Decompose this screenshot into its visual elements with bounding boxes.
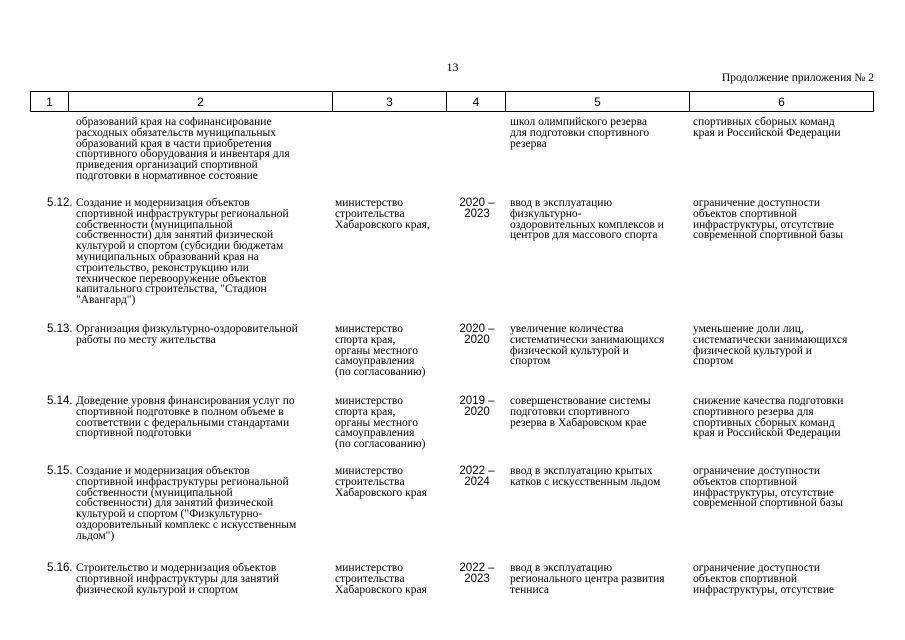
row-description-line: строительство, реконструкцию или (76, 261, 249, 274)
continued-consequence-line: спортивных сборных команд (693, 116, 835, 128)
row-executor-line: строительства (335, 572, 405, 585)
row-consequence-line: спортом (693, 355, 734, 368)
continued-description-line: подготовки в нормативное состояние (76, 169, 258, 182)
row-period (456, 396, 498, 418)
continued-description-line: расходных обязательств муниципальных (76, 126, 277, 139)
row-result-line: физкультурно- (510, 207, 582, 220)
row-executor-line: органы местного (335, 416, 418, 429)
row-period (456, 563, 498, 585)
row-period-line: 2022 – (459, 465, 495, 477)
row-result-line: физической культурой и (510, 344, 629, 357)
row-number: 5.16. (47, 562, 73, 574)
column-header-5: 5 (506, 92, 690, 112)
row-description (76, 396, 295, 439)
row-description-line: Создание и модернизация объектов (76, 465, 250, 477)
row-executor-line: самоуправления (335, 355, 415, 368)
row-consequence-line: инфраструктуры, отсутствие (693, 218, 834, 231)
row-number: 5.13. (47, 323, 73, 335)
column-header-6: 6 (690, 92, 874, 112)
row-description (76, 563, 279, 595)
row-description-line: оздоровительный комплекс с искусственным (76, 518, 297, 531)
row-description-line: Доведение уровня финансирования услуг по (76, 395, 295, 407)
row-executor-line: спорта края, (335, 333, 396, 346)
row-executor (335, 198, 430, 230)
row-consequence-line: инфраструктуры, отсутствие (693, 486, 834, 499)
row-period-line: 2022 – (459, 562, 495, 574)
row-period-line: 2023 (464, 572, 490, 585)
row-executor-line: самоуправления (335, 427, 415, 440)
row-executor-line: министерство (335, 323, 403, 335)
column-header-4: 4 (447, 92, 506, 112)
row-executor (335, 324, 425, 378)
row-result-line: оздоровительных комплексов и (510, 218, 664, 231)
row-consequence-line: объектов спортивной (693, 475, 798, 488)
row-number: 5.15. (47, 465, 73, 477)
row-consequence-line: объектов спортивной (693, 572, 798, 585)
row-description-line: Организация физкультурно-оздоровительной (76, 323, 298, 335)
row-executor-line: строительства (335, 207, 405, 220)
row-consequence (693, 198, 843, 241)
column-header-1: 1 (31, 92, 69, 112)
continued-result-line: школ олимпийского резерва (510, 116, 647, 128)
row-executor-line: министерство (335, 197, 403, 209)
row-consequence-line: спортивного резерва для (693, 405, 814, 418)
appendix-continuation-note: Продолжение приложения № 2 (721, 72, 874, 84)
column-header-3: 3 (333, 92, 447, 112)
row-result (510, 198, 664, 241)
row-description-line: спортивной подготовки (76, 427, 192, 440)
row-consequence-line: ограничение доступности (693, 465, 821, 477)
row-result-line: резерва в Хабаровском крае (510, 416, 647, 429)
row-consequence (693, 466, 843, 509)
row-description-line: физической культурой и спортом (76, 583, 239, 596)
row-consequence-line: физической культурой и (693, 344, 812, 357)
row-description-line: собственности) для занятий физической (76, 497, 274, 510)
row-consequence-line: спортивных сборных команд (693, 416, 835, 429)
row-executor-line: министерство (335, 562, 403, 574)
row-description-line: культурой и спортом ("Физкультурно- (76, 508, 263, 521)
row-description-line: спортивной инфраструктуры региональной (76, 475, 289, 488)
row-consequence-line: ограничение доступности (693, 562, 821, 574)
row-number: 5.12. (47, 197, 73, 209)
row-description-line: культурой и спортом (субсидии бюджетам (76, 240, 284, 253)
row-result-line: увеличение количества (510, 323, 624, 335)
row-executor-line: министерство (335, 465, 403, 477)
row-period-line: 2020 (464, 333, 490, 346)
row-result-line: совершенствование системы (510, 395, 651, 407)
row-executor-line: (по согласованию) (335, 366, 426, 379)
row-description-line: техническое перевооружение объектов (76, 272, 267, 285)
row-description-line: собственности) для занятий физической (76, 229, 274, 242)
row-result-line: ввод в эксплуатацию (510, 562, 613, 574)
row-period-line: 2024 (464, 475, 490, 488)
column-header-2: 2 (69, 92, 333, 112)
row-description (76, 466, 296, 542)
continued-consequence (693, 117, 841, 139)
row-executor-line: спорта края, (335, 405, 396, 418)
row-description-line: собственности (муниципальной (76, 218, 233, 231)
row-period-line: 2020 – (459, 323, 495, 335)
row-period-line: 2019 – (459, 395, 495, 407)
continued-description-line: образований края на софинансирование (76, 116, 272, 128)
continued-description-line: образований края в части приобретения (76, 137, 272, 150)
row-period (456, 324, 498, 346)
row-executor (335, 466, 427, 498)
row-executor-line: министерство (335, 395, 403, 407)
row-description (76, 324, 298, 346)
row-result (510, 563, 665, 595)
row-description-line: собственности (муниципальной (76, 486, 233, 499)
row-description-line: работы по месту жительства (76, 333, 216, 346)
row-executor-line: строительства (335, 475, 405, 488)
row-result (510, 396, 651, 428)
row-description-line: спортивной инфраструктуры региональной (76, 207, 289, 220)
row-result-line: ввод в эксплуатацию крытых (510, 465, 653, 477)
column-number-header (30, 91, 874, 112)
continued-result-line: для подготовки спортивного (510, 126, 650, 139)
row-result-line: регионального центра развития (510, 572, 665, 585)
row-period-line: 2020 – (459, 197, 495, 209)
row-result-line: спортом (510, 355, 551, 368)
row-result-line: тенниса (510, 583, 549, 596)
row-number: 5.14. (47, 395, 73, 407)
row-period-line: 2023 (464, 207, 490, 220)
row-description-line: "Авангард") (76, 294, 136, 307)
row-description-line: спортивной инфраструктуры для занятий (76, 572, 279, 585)
row-executor-line: органы местного (335, 344, 418, 357)
row-result-line: подготовки спортивного (510, 405, 630, 418)
continued-description-line: приведения организаций спортивной (76, 159, 258, 172)
row-result-line: ввод в эксплуатацию (510, 197, 613, 209)
row-description (76, 198, 289, 306)
row-description-line: спортивной подготовке в полном объеме в (76, 405, 284, 418)
row-executor-line: (по согласованию) (335, 438, 426, 451)
row-result-line: систематически занимающихся (510, 333, 665, 346)
row-result (510, 466, 660, 488)
row-executor-line: Хабаровского края (335, 486, 427, 499)
row-executor (335, 396, 425, 450)
row-result (510, 324, 664, 367)
row-consequence-line: снижение качества подготовки (693, 395, 844, 407)
continued-result (510, 117, 649, 149)
row-description-line: Строительство и модернизация объектов (76, 562, 277, 574)
continued-description (76, 117, 290, 182)
row-consequence-line: края и Российской Федерации (693, 427, 841, 440)
row-consequence (693, 396, 843, 439)
continued-consequence-line: края и Российской Федерации (693, 126, 841, 139)
continued-result-line: резерва (510, 137, 547, 150)
row-executor-line: Хабаровского края (335, 583, 427, 596)
row-description-line: Создание и модернизация объектов (76, 197, 250, 209)
row-period (456, 466, 498, 488)
row-consequence-line: уменьшение доли лиц, (693, 323, 804, 335)
row-consequence-line: инфраструктуры, отсутствие (693, 583, 834, 596)
row-description-line: капитального строительства, "Стадион (76, 283, 267, 296)
row-result-line: катков с искусственным льдом (510, 475, 661, 488)
row-consequence-line: современной спортивной базы (693, 229, 843, 242)
row-consequence-line: объектов спортивной (693, 207, 798, 220)
row-description-line: соответствии с федеральными стандартами (76, 416, 290, 429)
row-executor-line: Хабаровского края, (335, 218, 430, 231)
page-number: 13 (446, 60, 459, 74)
row-description-line: муниципальных образований края на (76, 250, 259, 263)
row-consequence-line: современной спортивной базы (693, 497, 843, 510)
row-period (456, 198, 498, 220)
row-consequence-line: систематически занимающихся (693, 333, 848, 346)
row-result-line: центров для массового спорта (510, 229, 658, 242)
row-consequence-line: ограничение доступности (693, 197, 821, 209)
row-period-line: 2020 (464, 405, 490, 418)
row-consequence (693, 563, 834, 595)
row-description-line: льдом") (76, 529, 115, 542)
continued-description-line: спортивного оборудования и инвентаря для (76, 148, 290, 161)
row-consequence (693, 324, 847, 367)
row-executor (335, 563, 427, 595)
